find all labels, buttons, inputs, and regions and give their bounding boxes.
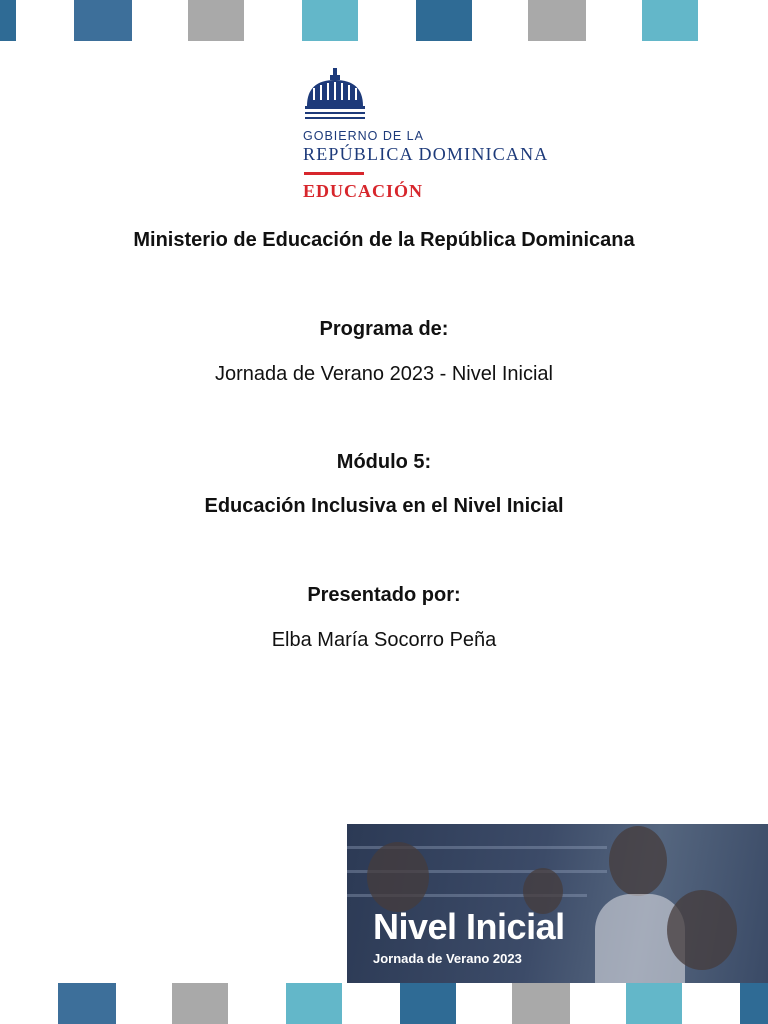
stripe-segment	[228, 983, 286, 1024]
stripe-segment	[132, 0, 188, 41]
bottom-decorative-stripe	[0, 983, 768, 1024]
stripe-segment	[16, 0, 74, 41]
stripe-segment	[244, 0, 302, 41]
stripe-segment	[528, 0, 586, 41]
gobierno-rd-educacion-logo	[300, 66, 580, 206]
banner-subtitle: Jornada de Verano 2023	[373, 951, 522, 966]
stripe-segment	[302, 0, 358, 41]
logo-line-educacion: EDUCACIÓN	[303, 181, 424, 201]
ministry-heading: Ministerio de Educación de la República Dominicana	[133, 229, 635, 251]
presenter-name: Elba María Socorro Peña	[271, 629, 497, 651]
module-name: Educación Inclusiva en el Nivel Inicial	[204, 495, 564, 517]
stripe-segment	[188, 0, 244, 41]
stripe-segment	[642, 0, 698, 41]
stripe-segment	[416, 0, 472, 41]
top-decorative-stripe	[0, 0, 768, 41]
stripe-segment	[456, 983, 512, 1024]
stripe-segment	[74, 0, 132, 41]
banner-title: Nivel Inicial	[373, 906, 565, 947]
stripe-segment	[698, 0, 768, 41]
stripe-segment	[512, 983, 570, 1024]
stripe-segment	[58, 983, 116, 1024]
stripe-segment	[172, 983, 228, 1024]
presenter-label: Presentado por:	[307, 584, 461, 606]
stripe-segment	[570, 983, 626, 1024]
stripe-segment	[400, 983, 456, 1024]
capitol-dome-icon	[303, 66, 367, 126]
stripe-segment	[472, 0, 528, 41]
logo-line-republica: REPÚBLICA DOMINICANA	[303, 144, 549, 164]
module-label: Módulo 5:	[336, 451, 432, 473]
program-name: Jornada de Verano 2023 - Nivel Inicial	[215, 363, 553, 385]
stripe-segment	[342, 983, 400, 1024]
stripe-segment	[286, 983, 342, 1024]
logo-line-gobierno: GOBIERNO DE LA	[303, 129, 424, 143]
stripe-segment	[586, 0, 642, 41]
banner-person-silhouette	[667, 890, 737, 970]
banner-person-silhouette	[609, 826, 667, 896]
stripe-segment	[682, 983, 740, 1024]
stripe-segment	[0, 983, 58, 1024]
stripe-segment	[116, 983, 172, 1024]
stripe-segment	[358, 0, 416, 41]
program-label: Programa de:	[319, 318, 449, 340]
stripe-segment	[0, 0, 16, 41]
stripe-segment	[740, 983, 768, 1024]
nivel-inicial-banner	[347, 824, 768, 984]
banner-person-silhouette	[367, 842, 429, 912]
stripe-segment	[626, 983, 682, 1024]
logo-red-rule	[304, 172, 364, 175]
